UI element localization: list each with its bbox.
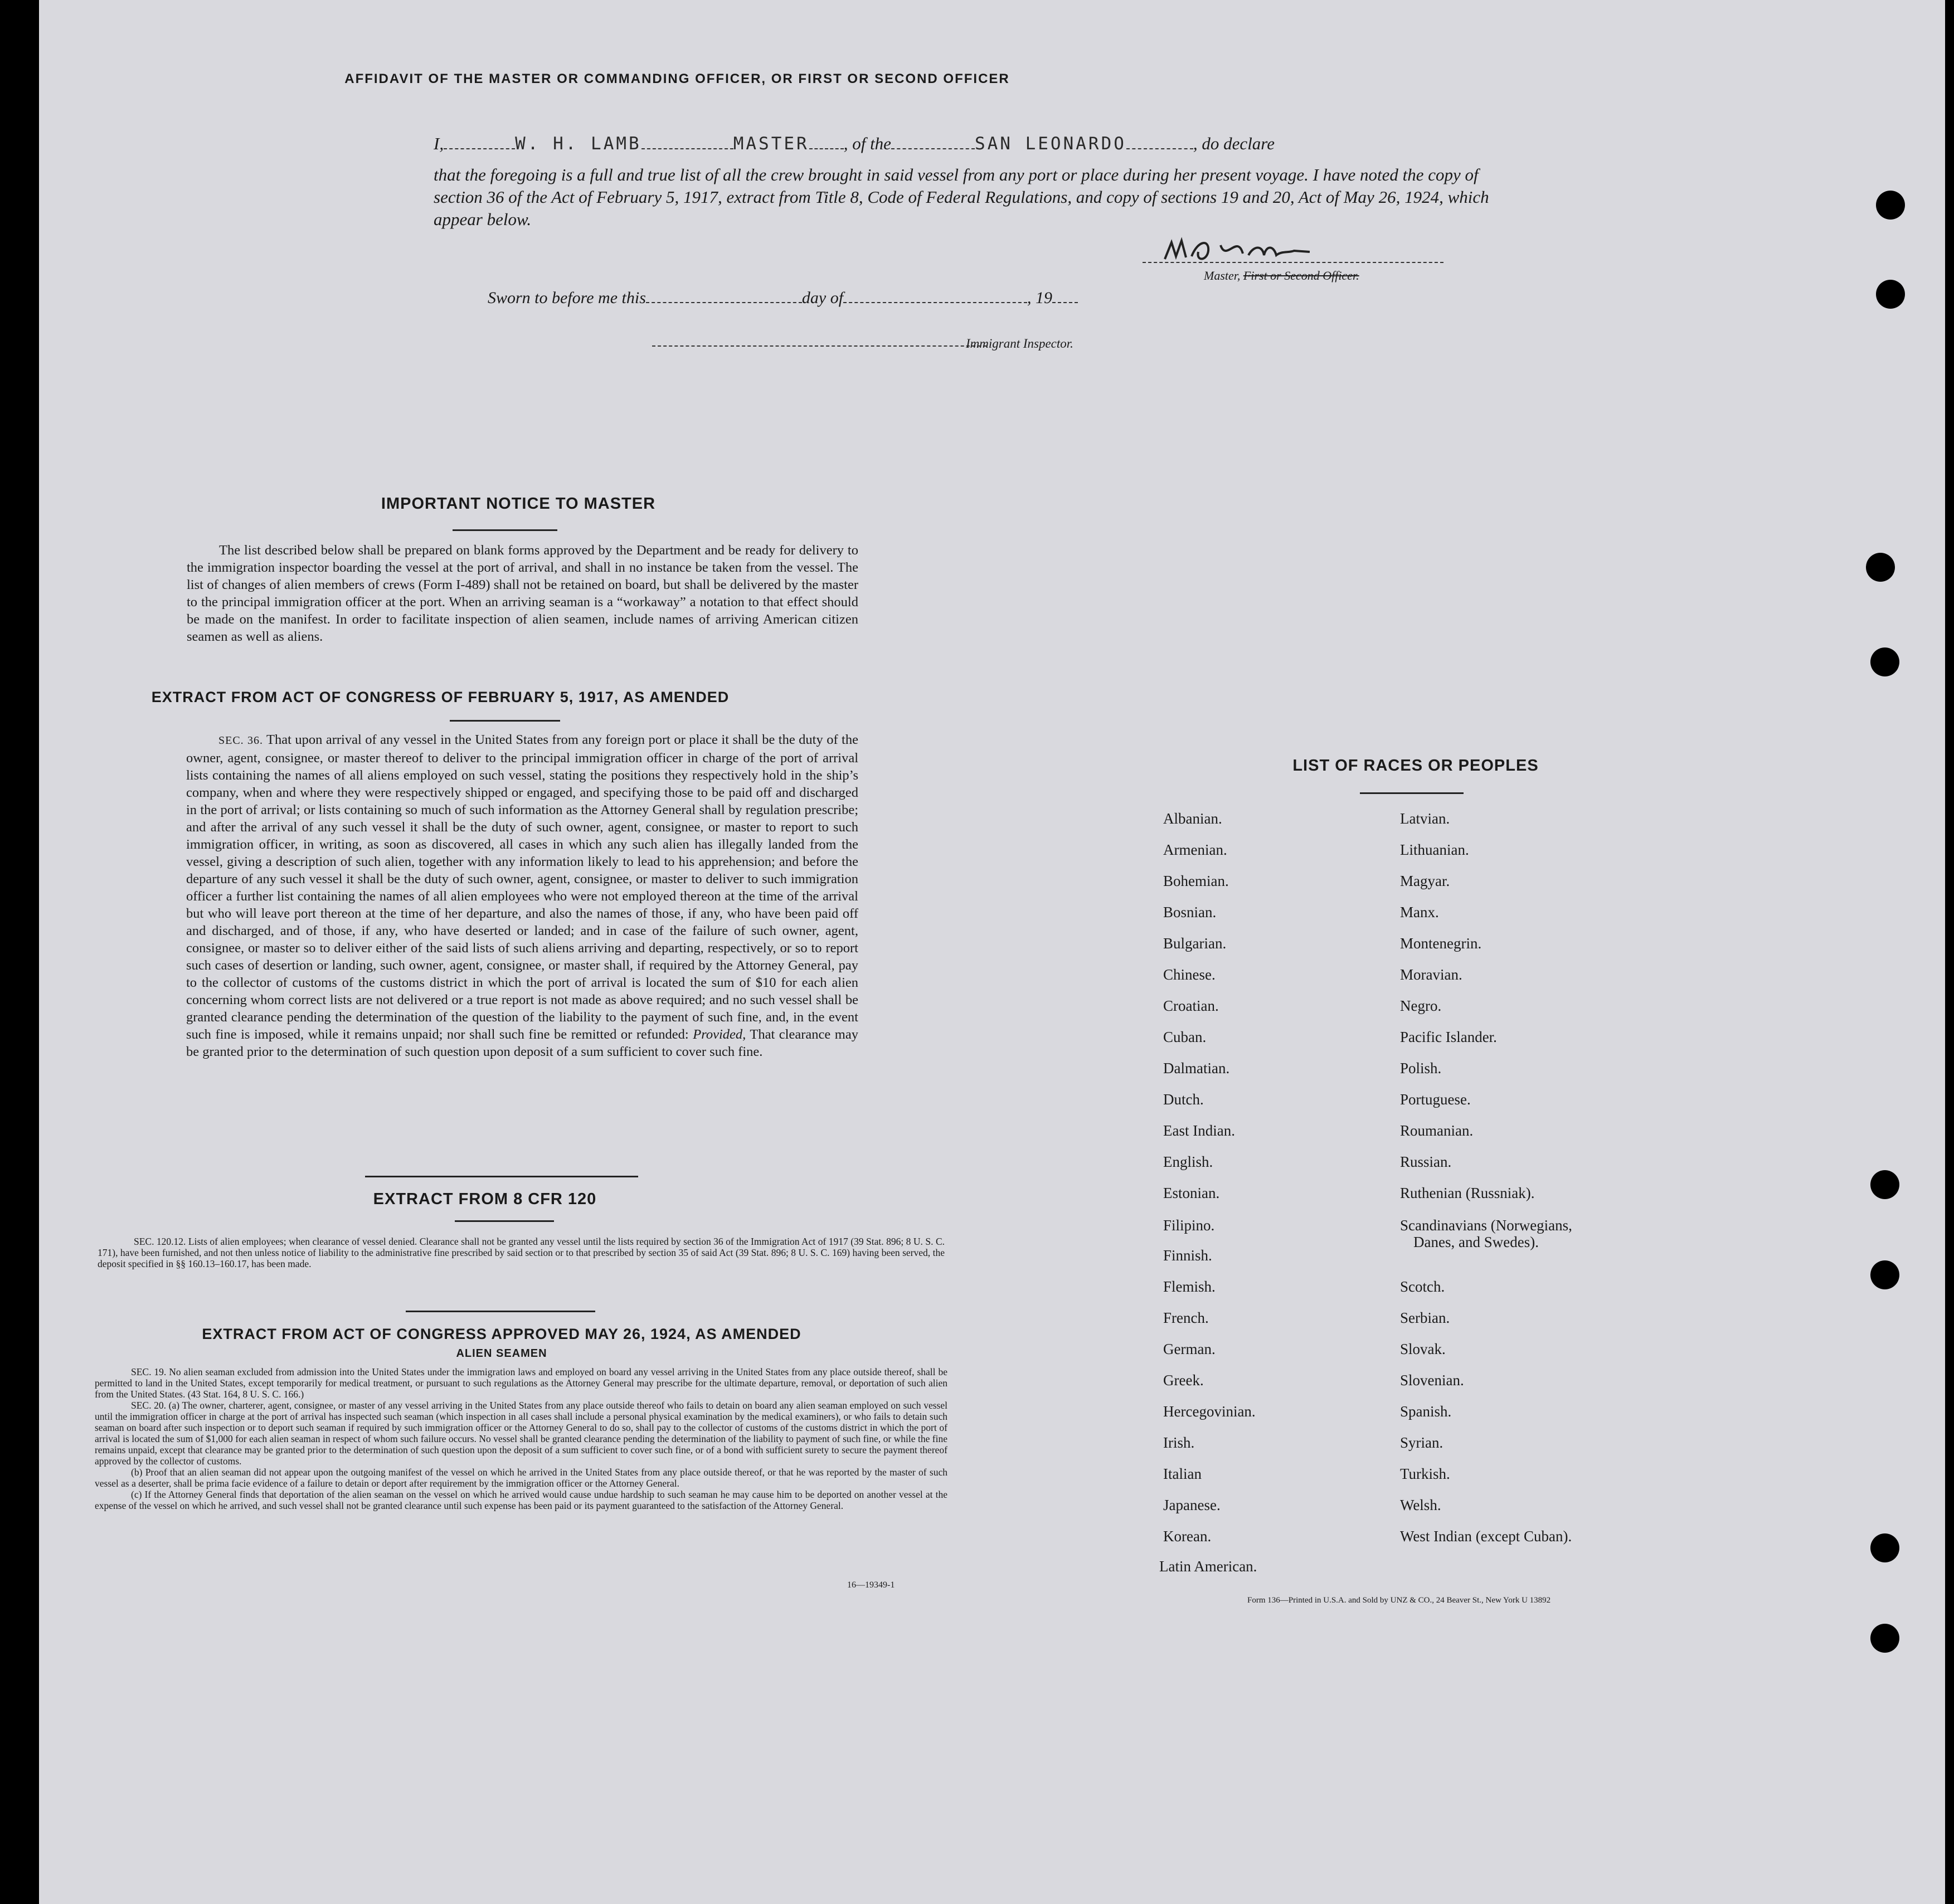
race-right: West Indian (except Cuban).: [1400, 1528, 1572, 1545]
punch-hole: [1870, 647, 1899, 676]
race-left: French.: [1163, 1309, 1209, 1326]
race-left: Dalmatian.: [1163, 1060, 1230, 1077]
act-1924-body: [95, 1366, 947, 1511]
race-left: Irish.: [1163, 1434, 1195, 1451]
race-right: Spanish.: [1400, 1403, 1452, 1420]
race-right: Manx.: [1400, 904, 1439, 921]
race-right: Slovenian.: [1400, 1372, 1464, 1389]
notice-body: The list described below shall be prepared on blank forms approved by the Department and be ready for delivery to the immigration inspector boarding the vessel at the port of arrival, and shall in no instance be taken from the vessel. The list of changes of alien members of crews (Form I-489) shall not be retained on board, but shall be delivered by the master to the principal immigration officer at the port. When an arriving seaman is a “workaway” a notation to that effect should be made on the manifest. In order to facilitate inspection of alien seamen, include names of arriving American citizen seamen as well as aliens.: [187, 543, 858, 644]
affidavit-body: that the foregoing is a full and true list of all the crew brought in said vessel from any port or place during her present voyage. I have noted the copy of section 36 of the Act of February 5, 1917, extract from Title 8, Code of Federal Regulations, and copy of sections 19 and 20, Act of May 26, 1924, which appear below.: [434, 165, 1489, 229]
race-left: Greek.: [1163, 1372, 1204, 1389]
act-1917-section-36: SEC. 36. That upon arrival of any vessel in the United States from any foreign port or place it shall be the duty of the owner, agent, consignee, or master thereof to deliver to the principal immigration officer in charge of the port of arrival lists containing the names of all aliens employed on such vessel, stating the positions they respectively hold in the ship’s company, when and where they were respectively shipped or engaged, and specifying those to be paid off and discharged in the port of arrival; or lists containing so much of such information as the Attorney General shall by regulation prescribe; and after the arrival of any such vessel it shall be the duty of such owner, agent, consignee, or master to report to such immigration officer, in writing, as soon as discovered, all cases in which any such alien has illegally landed from the vessel, giving a description of such alien, together with any information likely to lead to his apprehension; and before the departure of any such vessel it shall be the duty of such owner, agent, consignee, or master to deliver to such immigration officer a further list containing the names of all alien employees who were not employed thereon at the time of the arrival but who will leave port thereon at the time of her departure, and also the names of those, if any, who have been paid off and discharged, and of those, if any, who have deserted or landed; and in case of the failure of such owner, agent, consignee, or master so to deliver either of the said lists of such aliens arriving and departing, respectively, or so to report such cases of desertion or landing, such owner, agent, consignee, or master shall, if required by the Attorney General, pay to the collector of customs of the customs district in which the port of arrival is located the sum of $10 for each alien concerning whom correct lists are not delivered or a true report is not made as above required; and no such vessel shall be granted clearance pending the determination of the question of the liability to the payment of such fine, and, in the event such fine is imposed, while it remains unpaid; nor shall such fine be remitted or refunded: Provided, That clearance may be granted prior to the determination of such question upon deposit of a sum sufficient to cover such fine.: [186, 732, 858, 1059]
punch-hole: [1870, 1533, 1899, 1562]
punch-hole: [1870, 1260, 1899, 1289]
races-heading: LIST OF RACES OR PEOPLES: [1292, 757, 1539, 775]
race-right: Magyar.: [1400, 873, 1450, 889]
printer-line: Form 136—Printed in U.S.A. and Sold by UNZ & CO., 24 Beaver St., New York U 13892: [1247, 1596, 1551, 1605]
race-left: Flemish.: [1163, 1278, 1216, 1295]
race-right: Pacific Islander.: [1400, 1029, 1497, 1045]
race-right: Ruthenian (Russniak).: [1400, 1185, 1535, 1201]
affidavit-line-1: I, W. H. LAMB MASTER , of the SAN LEONARDO , do declare: [434, 134, 1275, 154]
race-right: Polish.: [1400, 1060, 1442, 1077]
race-left: Filipino.: [1163, 1217, 1215, 1234]
race-left: Bohemian.: [1163, 873, 1229, 889]
punch-hole: [1876, 191, 1905, 220]
race-right: Turkish.: [1400, 1465, 1450, 1482]
punch-hole: [1870, 1170, 1899, 1199]
race-right: Scandinavians (Norwegians,: [1400, 1217, 1572, 1234]
race-left: Bosnian.: [1163, 904, 1217, 921]
race-left: East Indian.: [1163, 1122, 1235, 1139]
inspector-line: [652, 345, 986, 347]
race-left: Italian: [1163, 1465, 1202, 1482]
race-right: Syrian.: [1400, 1434, 1443, 1451]
race-left: Estonian.: [1163, 1185, 1220, 1201]
act-1924-sec-19: SEC. 19. No alien seaman excluded from admission into the United States under the immigration laws and employed on board any vessel arriving in the United States from any place outside thereof, shall be permitted to land in the United States, except temporarily for medical treatment, or pursuant to such regulations as the Attorney General may prescribe for the ultimate departure, removal, or deportation of such alien from the United States. (43 Stat. 164, 8 U. S. C. 166.): [95, 1366, 947, 1400]
race-left: Japanese.: [1163, 1497, 1221, 1513]
signature-line: [1143, 262, 1443, 263]
race-right: Lithuanian.: [1400, 841, 1469, 858]
race-left: English.: [1163, 1153, 1213, 1170]
race-right: Negro.: [1400, 997, 1442, 1014]
master-signature: [1143, 228, 1326, 273]
act-1924-sec-20a: SEC. 20. (a) The owner, charterer, agent, consignee, or master of any vessel arriving in the United States from any place outside thereof who fails to detain on board any alien seaman employed on such vessel until the immigration officer in charge at the port of arrival has inspected such seaman (which inspection in all cases shall include a personal physical examination by the medical examiners), or who fails to detain such seaman on board after such inspection or to deport such seaman if required by such immigration officer or the Attorney General to do so, shall pay to the collector of customs of the customs district in which the port of arrival is located the sum of $1,000 for each alien seaman in respect of whom such failure occurs. No vessel shall be granted clearance pending the determination of the liability to payment of such fine, or while the fine remains unpaid, except that clearance may be granted prior to the determination of such question upon the deposit of a sum sufficient to cover such fine, or of a bond with sufficient surety to secure the payment thereof approved by the collector of customs.: [95, 1400, 947, 1467]
race-left: Korean.: [1163, 1528, 1212, 1545]
race-right: Welsh.: [1400, 1497, 1441, 1513]
act-1917-heading: EXTRACT FROM ACT OF CONGRESS OF FEBRUARY 5, 1917, AS AMENDED: [151, 689, 730, 705]
punch-hole: [1866, 553, 1895, 582]
act-1924-sec-20b: (b) Proof that an alien seaman did not appear upon the outgoing manifest of the vessel on which he arrived in the United States from any place outside thereof, or that he was reported by the master of such vessel as a deserter, shall be prima facie evidence of a failure to detain or deport after requirement by the immigration officer or the Attorney General.: [95, 1467, 947, 1489]
form-number: 16—19349-1: [847, 1580, 895, 1590]
race-left: Hercegovinian.: [1163, 1403, 1256, 1420]
race-left: Armenian.: [1163, 841, 1227, 858]
race-right: Moravian.: [1400, 966, 1462, 983]
race-left: Chinese.: [1163, 966, 1216, 983]
affidavit-title: AFFIDAVIT OF THE MASTER OR COMMANDING OFFICER, OR FIRST OR SECOND OFFICER: [344, 71, 1010, 86]
race-left: Latin American.: [1159, 1558, 1257, 1575]
notice-heading: IMPORTANT NOTICE TO MASTER: [381, 495, 656, 513]
race-right: Montenegrin.: [1400, 935, 1482, 952]
race-left: Bulgarian.: [1163, 935, 1227, 952]
race-left: Dutch.: [1163, 1091, 1204, 1108]
handwritten-master-name: W. H. LAMB: [515, 134, 641, 154]
cfr-heading: EXTRACT FROM 8 CFR 120: [373, 1190, 597, 1208]
race-right: Portuguese.: [1400, 1091, 1471, 1108]
race-left: Albanian.: [1163, 810, 1222, 827]
race-right: Serbian.: [1400, 1309, 1450, 1326]
race-right-continuation: Danes, and Swedes).: [1413, 1234, 1539, 1250]
race-left: Cuban.: [1163, 1029, 1207, 1045]
handwritten-vessel-name: SAN LEONARDO: [974, 134, 1126, 154]
punch-hole: [1870, 1624, 1899, 1653]
race-right: Scotch.: [1400, 1278, 1445, 1295]
cfr-section-120-12: SEC. 120.12. Lists of alien employees; when clearance of vessel denied. Clearance shall not be granted any vessel until the lists required by section 36 of the Immigration Act of 1917 (39 Stat. 896; 8 U. S. C. 171), have been furnished, and not then unless notice of liability to the administrative fine prescribed by said section or to that prescribed by section 35 of said Act (39 Stat. 896; 8 U. S. C. 169) having been served, the deposit specified in §§ 160.13–160.17, has been made.: [98, 1236, 945, 1269]
race-right: Roumanian.: [1400, 1122, 1474, 1139]
race-right: Russian.: [1400, 1153, 1452, 1170]
race-right: Latvian.: [1400, 810, 1450, 827]
sworn-line: Sworn to before me this day of , 19: [488, 289, 1078, 308]
race-left: Finnish.: [1163, 1247, 1212, 1264]
act-1924-sec-20c: (c) If the Attorney General finds that deportation of the alien seaman on the vessel on which he arrived would cause undue hardship to such seaman he may cause him to be deported on another vessel at the expense of the vessel on which he arrived, and such vessel shall not be granted clearance until such expense has been paid or its payment guaranteed to the satisfaction of the Attorney General.: [95, 1489, 947, 1511]
race-left: Croatian.: [1163, 997, 1219, 1014]
signature-caption: Master, First or Second Officer.: [1204, 269, 1359, 283]
punch-hole: [1876, 280, 1905, 309]
document-sheet: [39, 0, 1945, 1904]
race-left: German.: [1163, 1341, 1216, 1357]
inspector-caption: Immigrant Inspector.: [966, 337, 1073, 350]
act-1924-subheading: ALIEN SEAMEN: [456, 1347, 547, 1360]
act-1924-heading: EXTRACT FROM ACT OF CONGRESS APPROVED MAY 26, 1924, AS AMENDED: [202, 1326, 801, 1342]
handwritten-master-title: MASTER: [733, 134, 809, 154]
race-right: Slovak.: [1400, 1341, 1446, 1357]
